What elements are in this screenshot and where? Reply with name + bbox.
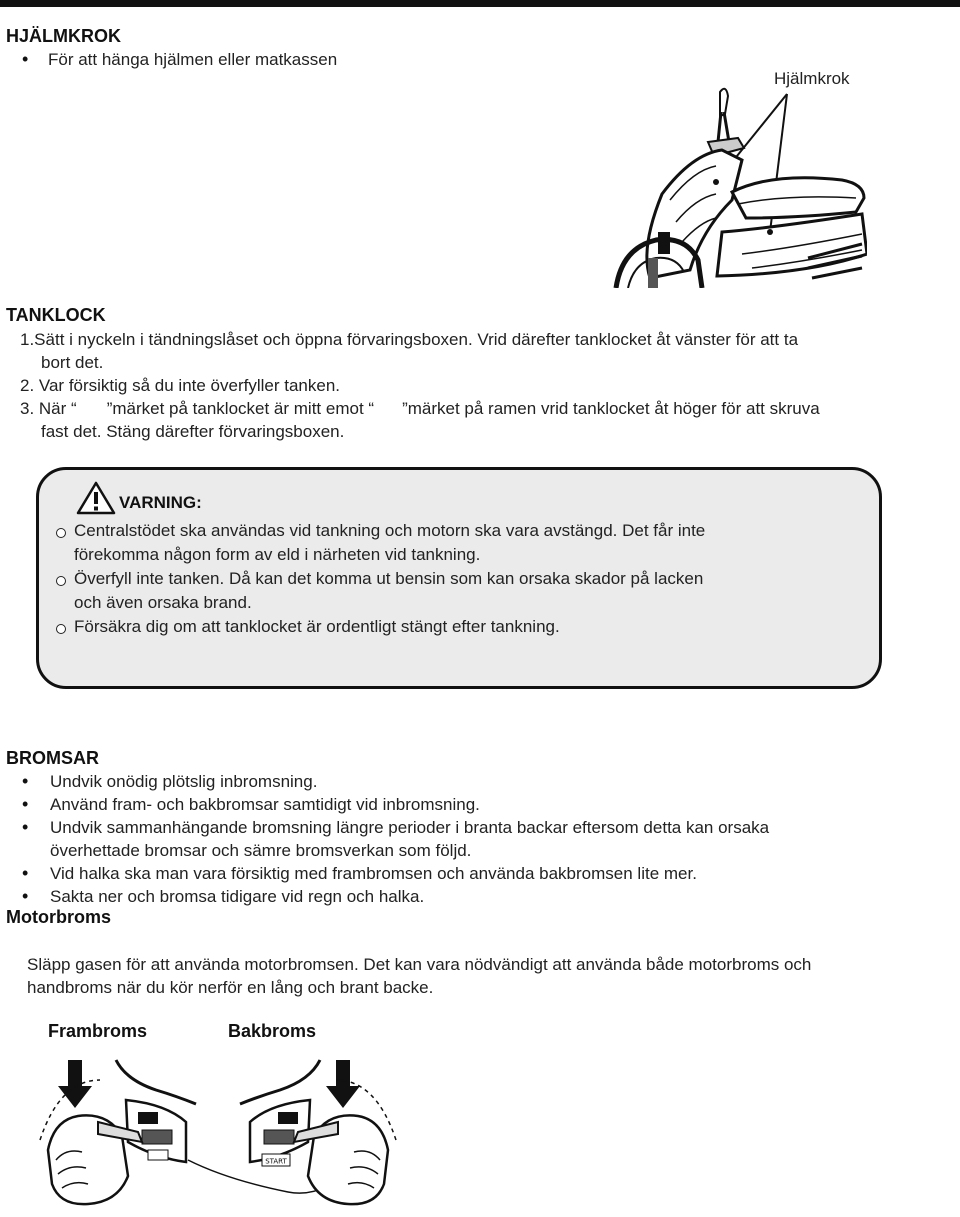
step-text: 2. Var försiktig så du inte överfyller tanken.	[20, 376, 341, 395]
warning-text-continued: förekomma någon form av eld i närheten vid tankning.	[74, 545, 481, 564]
step-text-continued: bort det.	[41, 353, 104, 372]
list-item	[6, 885, 946, 908]
warning-text: Centralstödet ska användas vid tankning och motorn ska vara avstängd. Det får inte	[74, 521, 706, 540]
scooter-illustration	[612, 82, 867, 288]
list-item	[39, 567, 859, 615]
bullet-text: • Undvik sammanhängande bromsning längre perioder i branta backar eftersom detta kan orsaka	[50, 818, 770, 837]
down-arrow-icon	[326, 1060, 360, 1108]
front-brake-label: Frambroms	[48, 1021, 148, 1041]
list-item: • För att hänga hjälmen eller matkassen	[6, 48, 506, 71]
down-arrow-icon	[58, 1060, 92, 1108]
section-heading-engine-brake: Motorbroms	[6, 907, 111, 927]
start-button-label: START	[265, 1157, 287, 1166]
warning-text: Försäkra dig om att tanklocket är ordentligt stängt efter tankning.	[74, 617, 560, 636]
fuel-step-3	[20, 397, 950, 443]
list-item	[39, 519, 859, 567]
list-item	[39, 615, 859, 639]
step-text: 1.Sätt i nyckeln i tändningslåset och öppna förvaringsboxen. Vrid därefter tanklocket åt vänster för att ta	[20, 330, 799, 349]
step-text: ”märket på tanklocket är mitt emot “	[106, 399, 375, 418]
bullet-text: Vid halka ska man vara försiktig med frambromsen och använda bakbromsen lite mer.	[50, 864, 697, 883]
fuel-step-1	[20, 328, 950, 374]
section-heading-brakes: BROMSAR	[6, 748, 99, 768]
section-heading-fuel-cap: TANKLOCK	[6, 305, 106, 325]
warning-box	[36, 467, 882, 689]
list-item	[6, 793, 946, 816]
list-item	[6, 816, 946, 862]
warning-header	[76, 481, 202, 515]
brakes-bullet-list	[6, 770, 946, 908]
list-item	[6, 862, 946, 885]
top-rule	[0, 0, 960, 7]
list-item	[6, 770, 946, 793]
warning-list	[39, 519, 859, 639]
fuel-step-2	[20, 374, 950, 397]
warning-triangle-icon	[76, 481, 116, 515]
section-heading-helmet-hook: HJÄLMKROK	[6, 26, 121, 46]
step-text-continued: fast det. Stäng därefter förvaringsboxen.	[41, 422, 345, 441]
engine-brake-paragraph	[27, 953, 952, 999]
paragraph-line: Släpp gasen för att använda motorbromsen. Det kan vara nödvändigt att använda både motorbroms och	[27, 955, 812, 974]
bullet-text: Sakta ner och bromsa tidigare vid regn och halka.	[50, 887, 425, 906]
brake-levers-illustration	[38, 1050, 398, 1212]
rear-brake-label: Bakbroms	[228, 1021, 317, 1041]
warning-title: VARNING:	[119, 493, 202, 512]
bullet-text-continued: överhettade bromsar och sämre bromsverkan som följd.	[50, 841, 472, 860]
paragraph-line: handbroms när du kör nerför en lång och brant backe.	[27, 978, 434, 997]
warning-text-continued: och även orsaka brand.	[74, 593, 252, 612]
helmet-hook-label: Hjälmkrok	[774, 69, 850, 88]
bullet-text: Undvik onödig plötslig inbromsning.	[50, 772, 318, 791]
warning-text: Överfyll inte tanken. Då kan det komma ut bensin som kan orsaka skador på lacken	[74, 569, 704, 588]
helmet-bullet-list	[6, 48, 506, 71]
step-text: ”märket på ramen vrid tanklocket åt höger för att skruva	[402, 399, 820, 418]
step-text: 3. När “	[20, 399, 77, 418]
bullet-text: Använd fram- och bakbromsar samtidigt vid inbromsning.	[50, 795, 480, 814]
